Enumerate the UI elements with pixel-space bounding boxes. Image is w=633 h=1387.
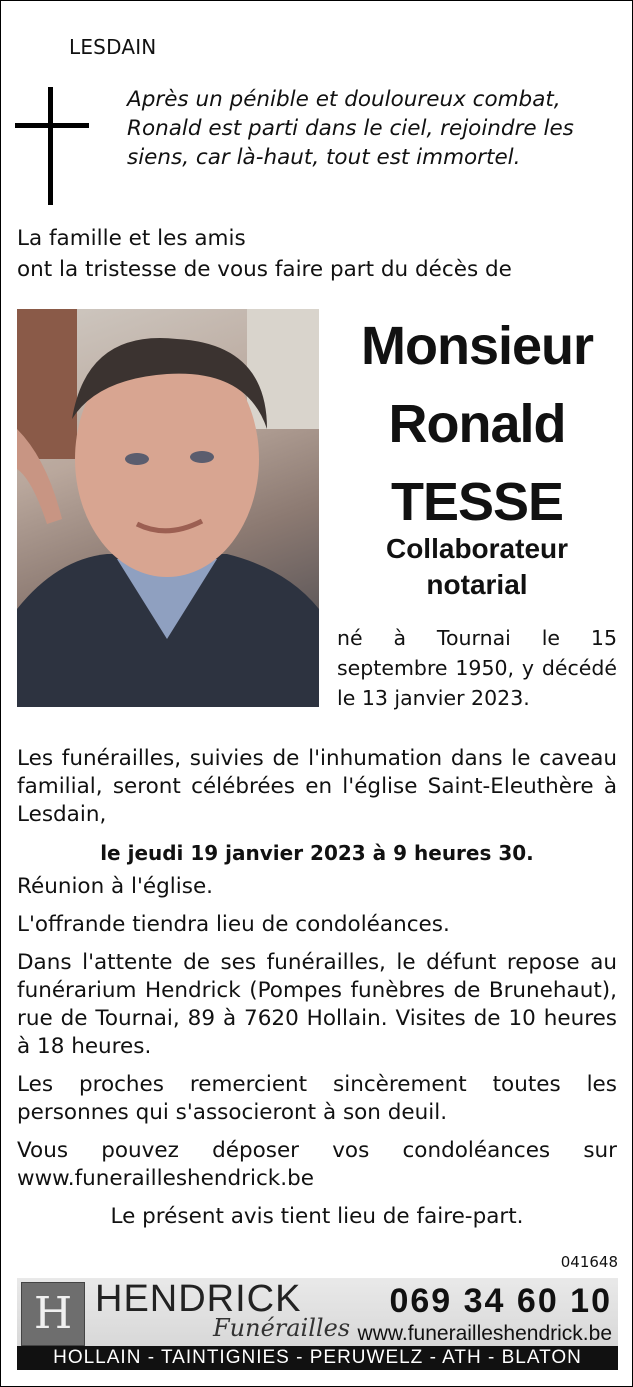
brand-name: HENDRICK (95, 1278, 302, 1320)
name-title: Monsieur (360, 316, 594, 376)
memorial-quote: Après un pénible et douloureux combat, Ronald est parti dans le ciel, rejoindre les siens, car là-haut, tout est immortel. (127, 87, 574, 170)
condolences-paragraph: Vous pouvez déposer vos condoléances sur www.funerailleshendrick.be (17, 1138, 617, 1191)
notice-body (17, 745, 617, 1241)
funeral-paragraph: Les funérailles, suivies de l'inhumation dans le caveau familial, seront célébrées en l'église Saint-Eleuthère à Lesdain, (17, 746, 617, 827)
website-link[interactable]: www.funerailleshendrick.be (357, 1322, 612, 1345)
offering-paragraph: L'offrande tiendra lieu de condoléances. (17, 912, 450, 937)
faire-part-note: Le présent avis tient lieu de faire-part. (110, 1204, 524, 1229)
funeral-home-banner (17, 1278, 618, 1370)
first-name: Ronald (388, 394, 566, 454)
reunion-paragraph: Réunion à l'église. (17, 874, 214, 899)
town-header: LESDAIN (69, 35, 157, 59)
city-list: HOLLAIN - TAINTIGNIES - PERUWELZ - ATH - BLATON (17, 1346, 618, 1370)
occupation (337, 531, 617, 603)
occupation-line-1: Collaborateur (385, 533, 569, 564)
funeral-date: le jeudi 19 janvier 2023 à 9 heures 30. (100, 841, 534, 865)
birth-death-details: né à Tournai le 15 septembre 1950, y décédé le 13 janvier 2023. (337, 626, 617, 710)
last-name: TESSE (390, 472, 564, 532)
intro-line-1: La famille et les amis (17, 226, 246, 251)
announcement-intro (17, 223, 512, 285)
brand-tagline: Funérailles (213, 1314, 351, 1342)
intro-line-2: ont la tristesse de vous faire part du décès de (17, 257, 512, 282)
hendrick-logo-icon: H (21, 1282, 85, 1346)
funeral-home-paragraph: Dans l'attente de ses funérailles, le défunt repose au funérarium Hendrick (Pompes funèbres de Brunehaut), rue de Tournai, 89 à 7620 Hollain. Visites de 10 heures à 18 heures. (17, 950, 617, 1059)
portrait-photo (17, 309, 319, 707)
phone-number: 069 34 60 10 (389, 1282, 612, 1320)
deceased-name (337, 307, 617, 541)
cross-icon (15, 87, 89, 205)
thanks-paragraph: Les proches remercient sincèrement toutes les personnes qui s'associeront à son deuil. (17, 1072, 617, 1125)
occupation-line-2: notarial (426, 569, 528, 600)
reference-number: 041648 (560, 1253, 618, 1271)
